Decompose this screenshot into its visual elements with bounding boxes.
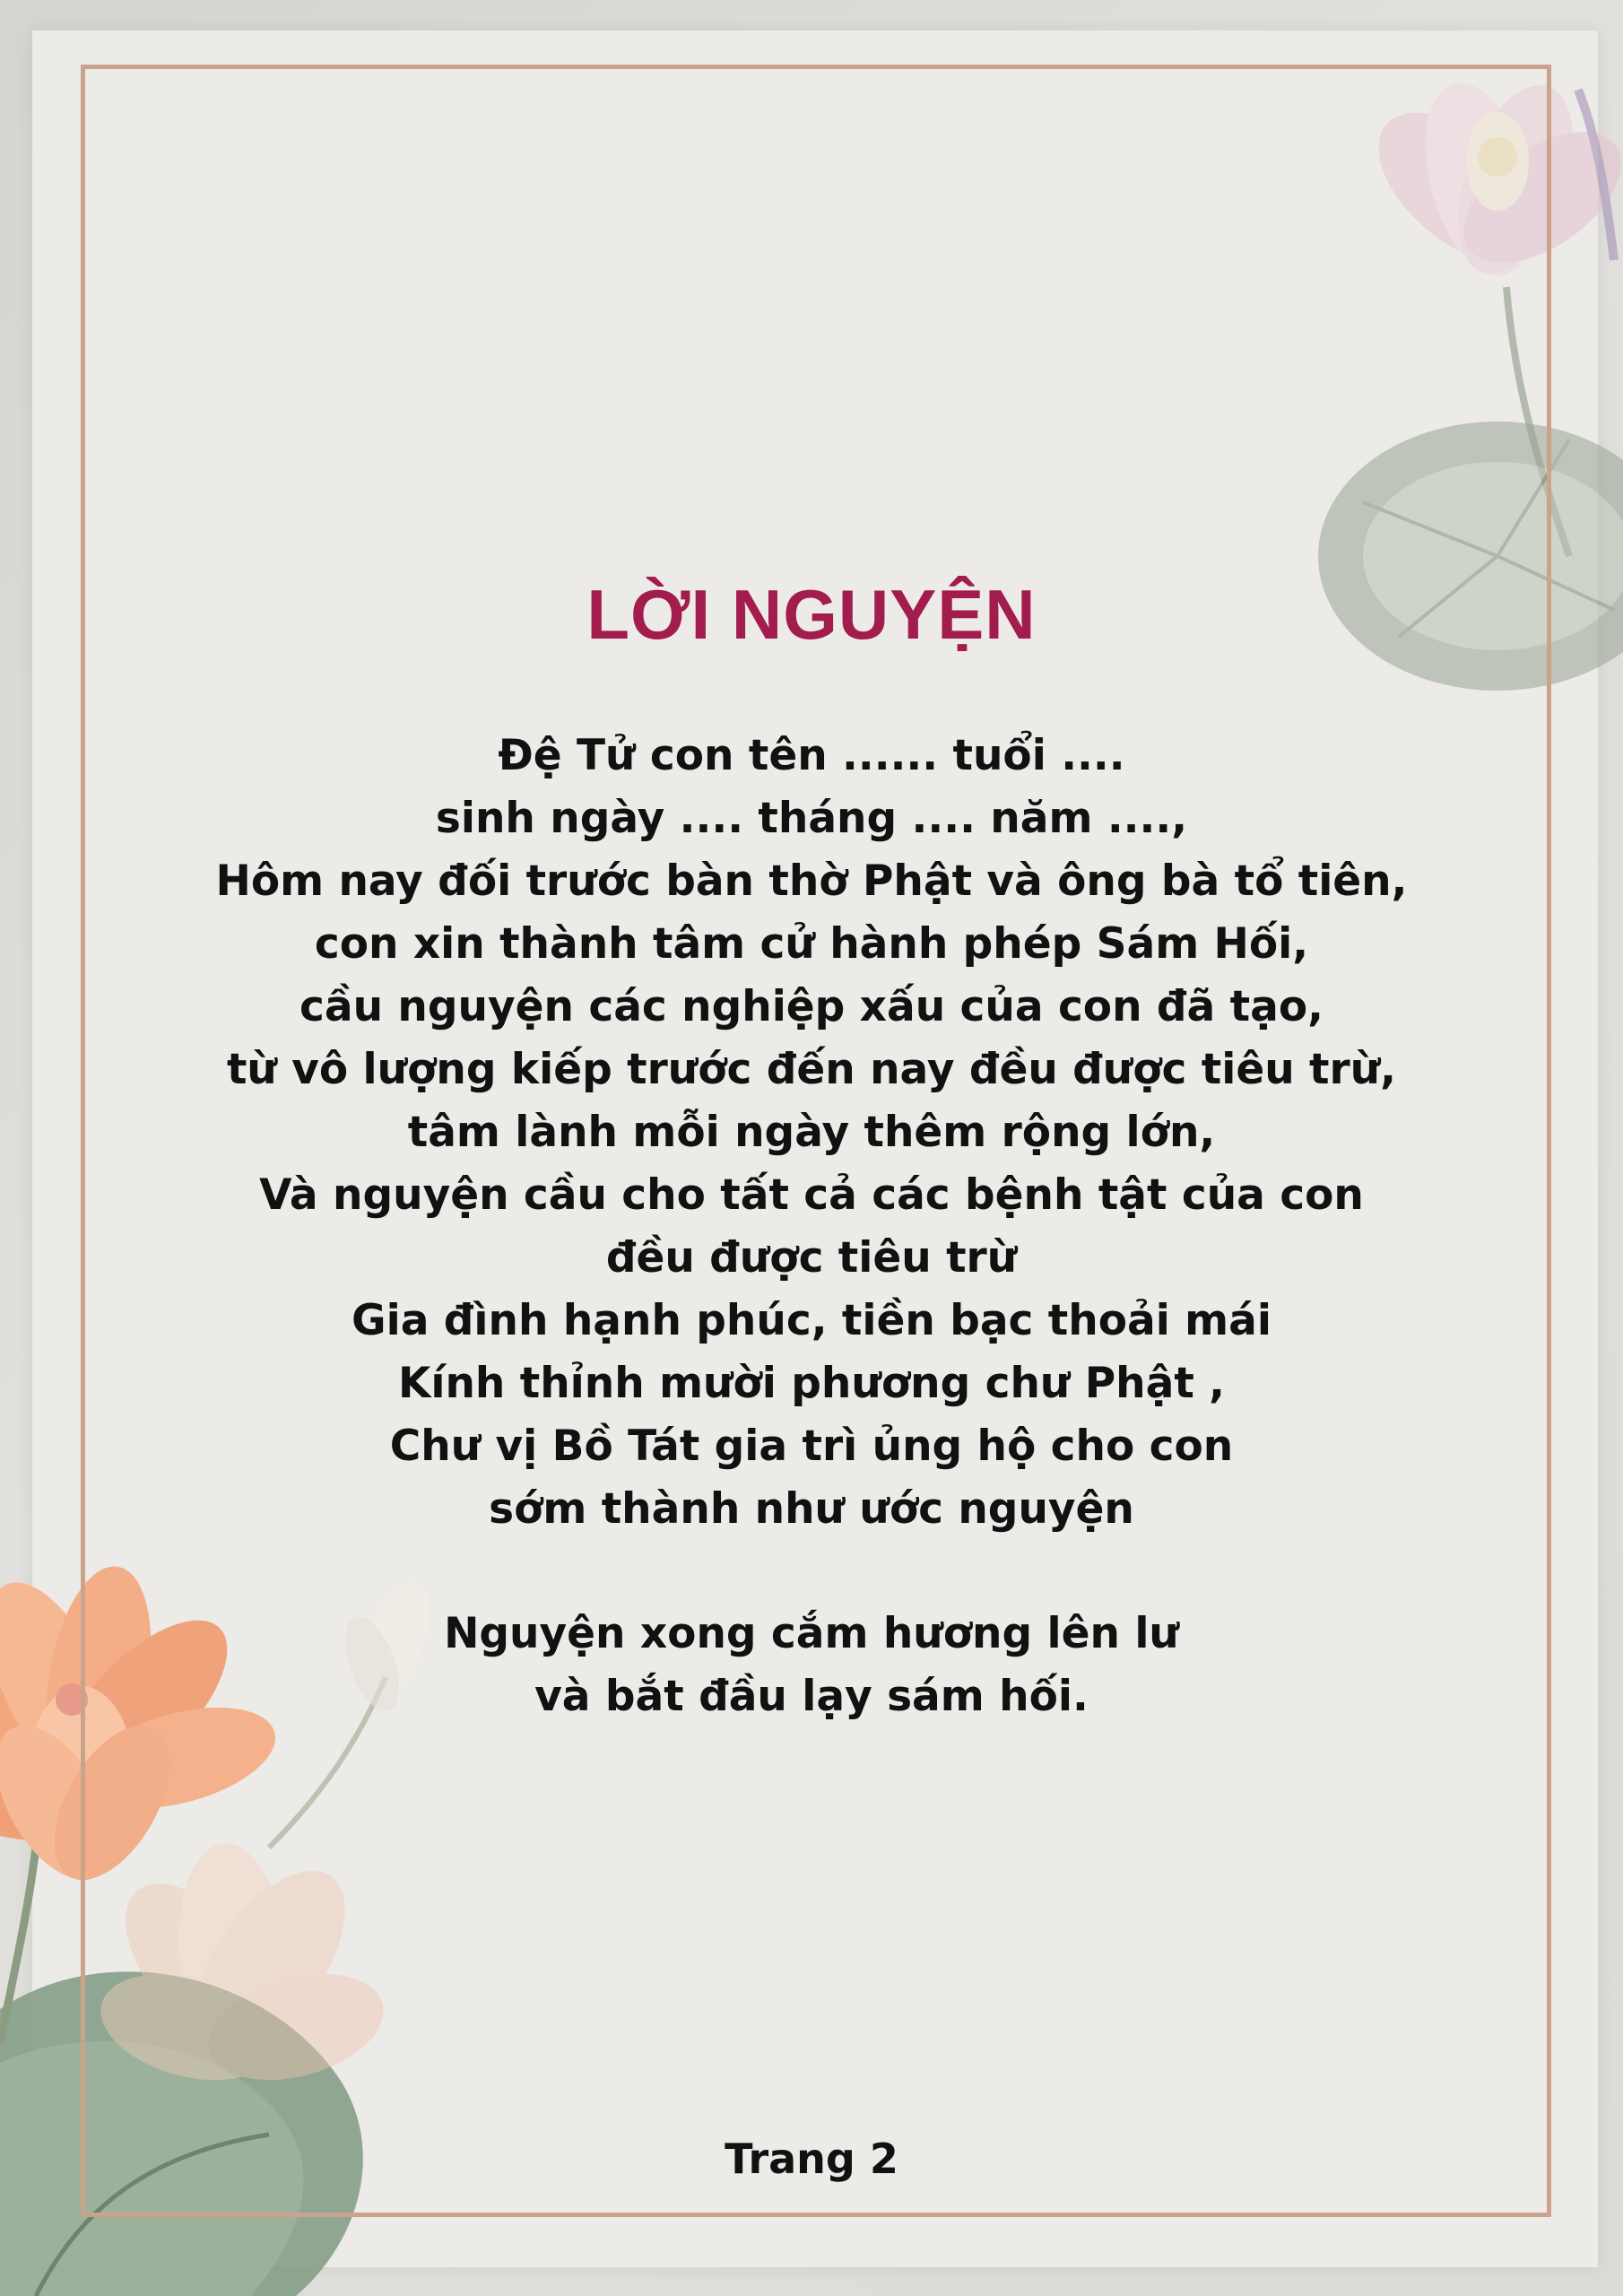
prayer-line: từ vô lượng kiếp trước đến nay đều được tiêu trừ, [226, 1045, 1397, 1094]
prayer-line: cầu nguyện các nghiệp xấu của con đã tạo, [299, 982, 1324, 1031]
closing-line: Nguyện xong cắm hương lên lư [444, 1609, 1179, 1658]
closing-instruction [143, 1603, 1480, 1728]
prayer-line: con xin thành tâm cử hành phép Sám Hối, [314, 919, 1309, 969]
prayer-line: sinh ngày .... tháng .... năm ...., [435, 794, 1188, 843]
prayer-text [143, 725, 1480, 1541]
prayer-line: Và nguyện cầu cho tất cả các bệnh tật của con [259, 1170, 1364, 1220]
page-number: Trang 2 [725, 2135, 898, 2183]
prayer-line: Chư vị Bồ Tát gia trì ủng hộ cho con [389, 1422, 1234, 1471]
prayer-line: sớm thành như ước nguyện [489, 1484, 1134, 1534]
prayer-line: Hôm nay đối trước bàn thờ Phật và ông bà tổ tiên, [215, 857, 1408, 906]
prayer-line: Gia đình hạnh phúc, tiền bạc thoải mái [352, 1296, 1271, 1345]
prayer-line: tâm lành mỗi ngày thêm rộng lớn, [407, 1108, 1216, 1157]
prayer-line: Đệ Tử con tên ...... tuổi .... [498, 731, 1125, 780]
prayer-line: Kính thỉnh mười phương chư Phật , [397, 1359, 1226, 1408]
prayer-line: đều được tiêu trừ [605, 1233, 1018, 1283]
page-title: LỜI NGUYỆN [586, 575, 1037, 654]
closing-line: và bắt đầu lạy sám hối. [534, 1672, 1089, 1721]
